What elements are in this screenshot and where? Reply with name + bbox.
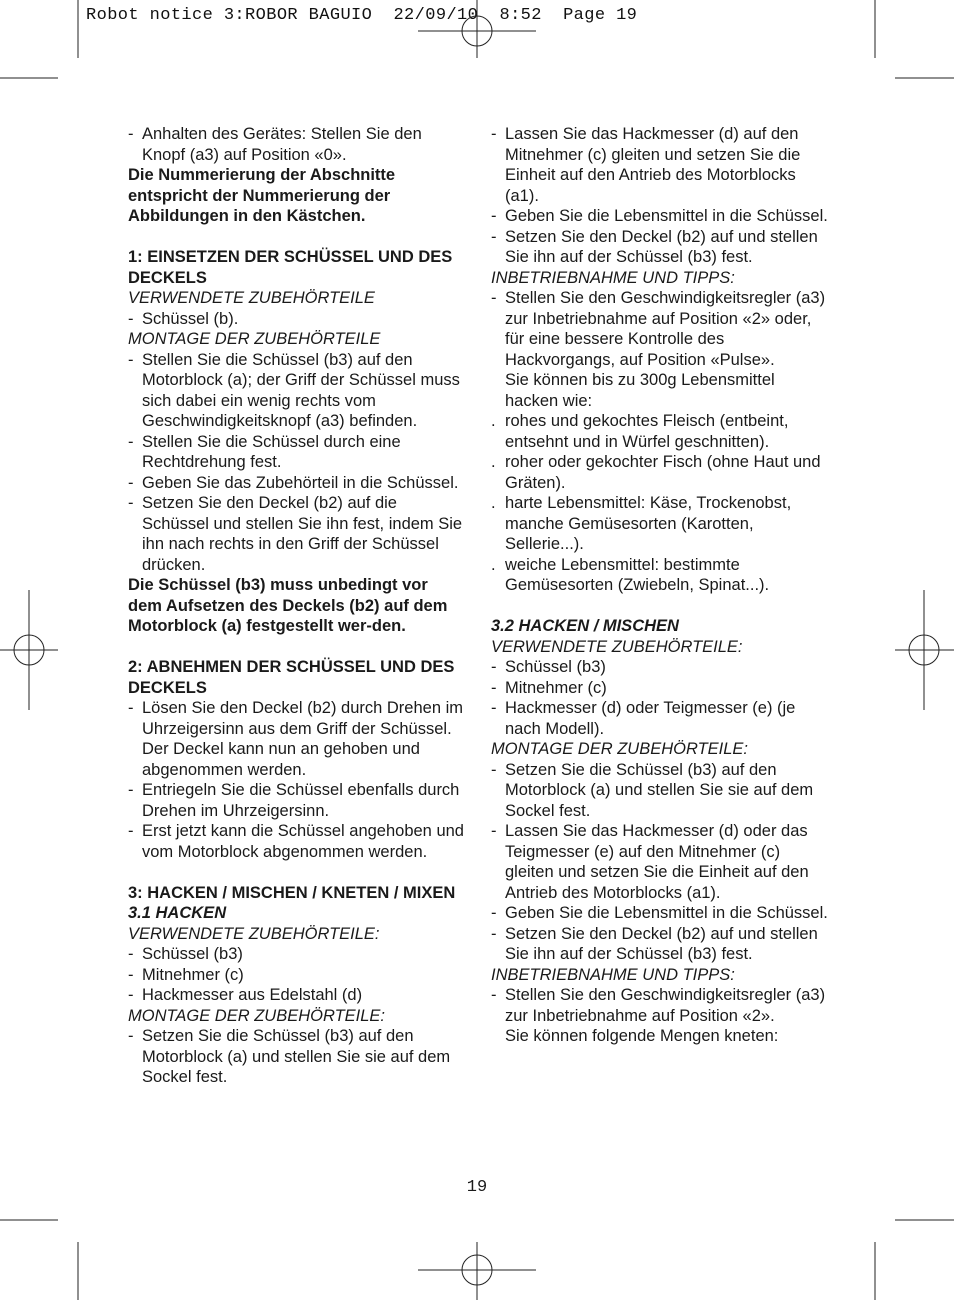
bold-heading: 2: ABNEHMEN DER SCHÜSSEL UND DES DECKELS xyxy=(128,658,455,697)
list-item xyxy=(491,903,831,924)
section-heading: 3.2 HACKEN / MISCHEN xyxy=(491,617,679,635)
list-marker: - xyxy=(491,658,497,676)
list-item-text: Setzen Sie den Deckel (b2) auf die Schüssel und stellen Sie ihn fest, indem Sie ihn nach rechts in den Griff der Schüssel drücken. xyxy=(142,494,463,574)
list-item-text: Stellen Sie die Schüssel (b3) auf den Motorblock (a); der Griff der Schüssel muss sich dabei ein wenig rechts vom Geschwindigkeitsknopf (a3) befinden. xyxy=(142,350,460,430)
list-item-text: Lassen Sie das Hackmesser (d) oder das Teigmesser (e) auf den Mitnehmer (c) gleiten und setzen Sie die Einheit auf den Antrieb des Motorblocks (a1). xyxy=(505,822,809,902)
list-marker: - xyxy=(128,494,134,512)
list-item xyxy=(491,452,831,493)
subheading: INBETRIEBNAHME UND TIPPS: xyxy=(491,268,735,287)
subheading: MONTAGE DER ZUBEHÖRTEILE xyxy=(128,330,381,348)
section-heading: 3.1 HACKEN xyxy=(128,904,227,922)
paragraph-spacer xyxy=(128,862,464,883)
list-item-text: Schüssel (b3) xyxy=(505,658,606,676)
paragraph-spacer xyxy=(128,637,464,658)
subheading: MONTAGE DER ZUBEHÖRTEILE: xyxy=(491,740,749,758)
list-marker: - xyxy=(491,760,497,779)
list-item xyxy=(491,555,831,596)
page-number: 19 xyxy=(466,1178,488,1197)
list-marker: - xyxy=(491,924,497,943)
list-item xyxy=(491,493,831,555)
list-item-text: Hackmesser (d) oder Teigmesser (e) (je nach Modell). xyxy=(505,699,796,738)
list-item-text: Setzen Sie den Deckel (b2) auf und stellen Sie ihn auf der Schüssel (b3) fest. xyxy=(505,227,818,266)
list-marker: - xyxy=(128,965,134,984)
list-item xyxy=(128,124,464,165)
subheading: VERWENDETE ZUBEHÖRTEILE xyxy=(128,289,375,307)
list-marker: . xyxy=(491,412,496,430)
list-item xyxy=(128,821,464,862)
list-marker: - xyxy=(128,473,134,492)
list-item-text: Mitnehmer (c) xyxy=(505,678,607,697)
list-marker: - xyxy=(128,822,134,840)
print-slug-header: Robot notice 3:ROBOR BAGUIO 22/09/10 8:52 Page 19 xyxy=(86,6,638,25)
list-item-text: Schüssel (b). xyxy=(142,309,239,328)
list-item-text: Anhalten des Gerätes: Stellen Sie den Knopf (a3) auf Position «0». xyxy=(142,125,422,164)
list-item xyxy=(128,985,464,1006)
list-marker: - xyxy=(128,350,134,369)
list-marker: - xyxy=(128,1027,134,1045)
list-marker: - xyxy=(491,125,497,143)
list-item-text: Setzen Sie den Deckel (b2) auf und stellen Sie ihn auf der Schüssel (b3) fest. xyxy=(505,924,818,963)
list-marker: - xyxy=(128,309,134,328)
subheading: INBETRIEBNAHME UND TIPPS: xyxy=(491,965,735,984)
subheading: VERWENDETE ZUBEHÖRTEILE: xyxy=(128,924,380,943)
list-marker: . xyxy=(491,494,496,512)
list-marker: - xyxy=(491,289,497,307)
list-marker: - xyxy=(128,986,134,1004)
list-item-text: Entriegeln Sie die Schüssel ebenfalls durch Drehen im Uhrzeigersinn. xyxy=(142,781,460,820)
bold-heading: Die Nummerierung der Abschnitte entspricht der Nummerierung der Abbildungen in den Kästchen. xyxy=(128,166,396,225)
list-item-text: Geben Sie die Lebensmittel in die Schüssel. xyxy=(505,904,828,922)
list-marker: - xyxy=(491,986,497,1004)
list-marker: - xyxy=(491,678,497,697)
registration-mark-top xyxy=(418,0,536,58)
list-item xyxy=(491,124,831,206)
list-item xyxy=(128,1026,464,1088)
list-item xyxy=(128,944,464,965)
list-item-text: weiche Lebensmittel: bestimmte Gemüsesorten (Zwiebeln, Spinat...). xyxy=(505,555,770,594)
paragraph-spacer xyxy=(491,596,831,617)
list-item xyxy=(128,965,464,986)
list-marker: - xyxy=(491,904,497,922)
registration-mark-right xyxy=(895,590,954,710)
list-item xyxy=(491,821,831,903)
list-item-text: Geben Sie das Zubehörteil in die Schüssel. xyxy=(142,473,459,492)
list-item xyxy=(491,985,831,1026)
list-item xyxy=(128,780,464,821)
registration-mark-left xyxy=(0,590,58,710)
list-marker: - xyxy=(491,227,497,246)
list-item-text: Stellen Sie die Schüssel durch eine Rechtdrehung fest. xyxy=(142,432,401,471)
list-marker: - xyxy=(491,822,497,840)
list-marker: . xyxy=(491,453,496,471)
list-marker: - xyxy=(491,699,497,717)
list-item-text: Lassen Sie das Hackmesser (d) auf den Mitnehmer (c) gleiten und setzen Sie die Einheit auf den Antrieb des Motorblocks (a1). xyxy=(505,125,801,205)
list-item xyxy=(491,698,831,739)
list-item-text: Hackmesser aus Edelstahl (d) xyxy=(142,986,363,1004)
list-marker: - xyxy=(128,699,134,717)
list-item xyxy=(128,432,464,473)
list-item xyxy=(491,924,831,965)
list-item xyxy=(491,288,831,370)
list-item-text: rohes und gekochtes Fleisch (entbeint, entsehnt und in Würfel geschnitten). xyxy=(505,412,789,451)
list-item-text: Setzen Sie die Schüssel (b3) auf den Motorblock (a) und stellen Sie sie auf dem Sockel fest. xyxy=(505,760,814,820)
bold-heading: 3: HACKEN / MISCHEN / KNETEN / MIXEN xyxy=(128,883,456,902)
indented-text: Sie können bis zu 300g Lebensmittel hacken wie: xyxy=(505,371,775,410)
list-item xyxy=(491,760,831,822)
list-marker: - xyxy=(128,945,134,963)
list-marker: - xyxy=(128,432,134,451)
indented-text: Sie können folgende Mengen kneten: xyxy=(505,1027,779,1045)
bold-heading: Die Schüssel (b3) muss unbedingt vor dem Aufsetzen des Deckels (b2) auf dem Motorblock (a) festgestellt wer-den. xyxy=(128,576,448,635)
list-item-text: Setzen Sie die Schüssel (b3) auf den Motorblock (a) und stellen Sie sie auf dem Sockel fest. xyxy=(142,1027,451,1086)
subheading: VERWENDETE ZUBEHÖRTEILE: xyxy=(491,637,743,656)
list-item xyxy=(128,309,464,330)
list-item-text: Lösen Sie den Deckel (b2) durch Drehen im Uhrzeigersinn aus dem Griff der Schüssel. Der Deckel kann nun an gehoben und abgenommen werden. xyxy=(142,699,464,779)
list-item xyxy=(491,678,831,699)
right-column xyxy=(491,124,831,1047)
list-item-text: Mitnehmer (c) xyxy=(142,965,244,984)
list-item xyxy=(128,473,464,494)
subheading: MONTAGE DER ZUBEHÖRTEILE: xyxy=(128,1006,386,1025)
list-item xyxy=(491,657,831,678)
list-marker: - xyxy=(128,781,134,799)
list-item-text: Stellen Sie den Geschwindigkeitsregler (a3) zur Inbetriebnahme auf Position «2» oder, für eine bessere Kontrolle des Hackvorgangs, auf Position «Pulse». xyxy=(505,289,826,369)
left-column xyxy=(128,124,464,1088)
list-item xyxy=(128,493,464,575)
paragraph-spacer xyxy=(128,227,464,248)
bold-heading: 1: EINSETZEN DER SCHÜSSEL UND DES DECKELS xyxy=(128,248,453,287)
registration-mark-bottom xyxy=(418,1242,536,1300)
list-item xyxy=(491,206,831,227)
list-item-text: Stellen Sie den Geschwindigkeitsregler (a3) zur Inbetriebnahme auf Position «2». xyxy=(505,986,826,1025)
list-item-text: harte Lebensmittel: Käse, Trockenobst, manche Gemüsesorten (Karotten, Sellerie...). xyxy=(505,494,792,553)
list-marker: - xyxy=(128,125,134,143)
list-marker: - xyxy=(491,207,497,225)
list-item-text: Geben Sie die Lebensmittel in die Schüssel. xyxy=(505,207,828,225)
list-item-text: Erst jetzt kann die Schüssel angehoben und vom Motorblock abgenommen werden. xyxy=(142,822,464,861)
list-item-text: Schüssel (b3) xyxy=(142,945,243,963)
list-item xyxy=(491,411,831,452)
list-marker: . xyxy=(491,555,496,574)
list-item-text: roher oder gekochter Fisch (ohne Haut und Gräten). xyxy=(505,453,821,492)
list-item xyxy=(128,698,464,780)
list-item xyxy=(491,227,831,268)
list-item xyxy=(128,350,464,432)
